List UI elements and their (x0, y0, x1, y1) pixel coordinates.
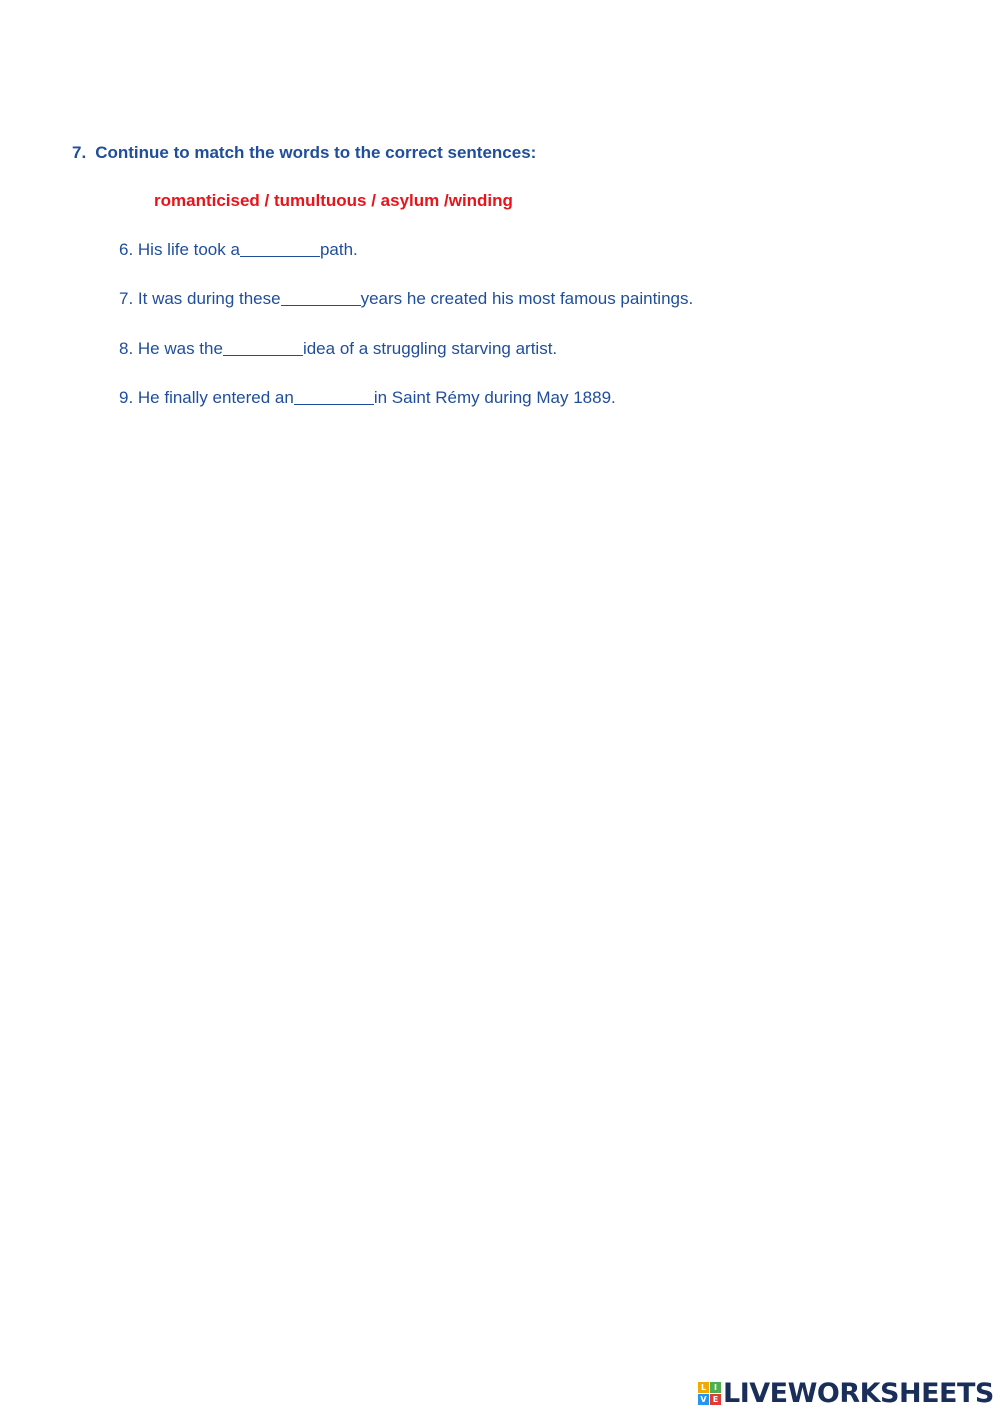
sentence-text-before: 9. He finally entered an (119, 388, 294, 407)
answer-blank[interactable] (223, 339, 303, 356)
liveworksheets-logo-icon (698, 1382, 721, 1405)
word-bank: romanticised / tumultuous / asylum /winding (154, 191, 513, 210)
logo-icon-letter: E (710, 1394, 721, 1405)
sentence-text-after: path. (319, 240, 358, 259)
logo-icon-letter: I (710, 1382, 721, 1393)
answer-blank[interactable] (281, 289, 361, 306)
sentence-text-after: idea of a struggling starving artist. (302, 339, 558, 358)
sentence-6 (119, 240, 358, 260)
sentence-text-before: 8. He was the (119, 339, 223, 358)
sentence-text-before: 6. His life took a (119, 240, 240, 259)
sentence-7 (119, 289, 693, 309)
exercise-heading (72, 143, 536, 163)
sentence-text-after: years he created his most famous paintings. (360, 289, 694, 308)
liveworksheets-logo (698, 1378, 994, 1408)
logo-icon-letter: L (698, 1382, 709, 1393)
answer-blank[interactable] (294, 388, 374, 405)
exercise-number: 7. (72, 143, 87, 162)
sentence-text-after: in Saint Rémy during May 1889. (373, 388, 616, 407)
exercise-instruction: Continue to match the words to the correct sentences: (95, 143, 537, 162)
sentence-8 (119, 339, 557, 359)
logo-text: LIVEWORKSHEETS (723, 1377, 994, 1409)
sentence-9 (119, 388, 616, 408)
answer-blank[interactable] (240, 240, 320, 257)
sentence-text-before: 7. It was during these (119, 289, 281, 308)
logo-icon-letter: V (698, 1394, 709, 1405)
